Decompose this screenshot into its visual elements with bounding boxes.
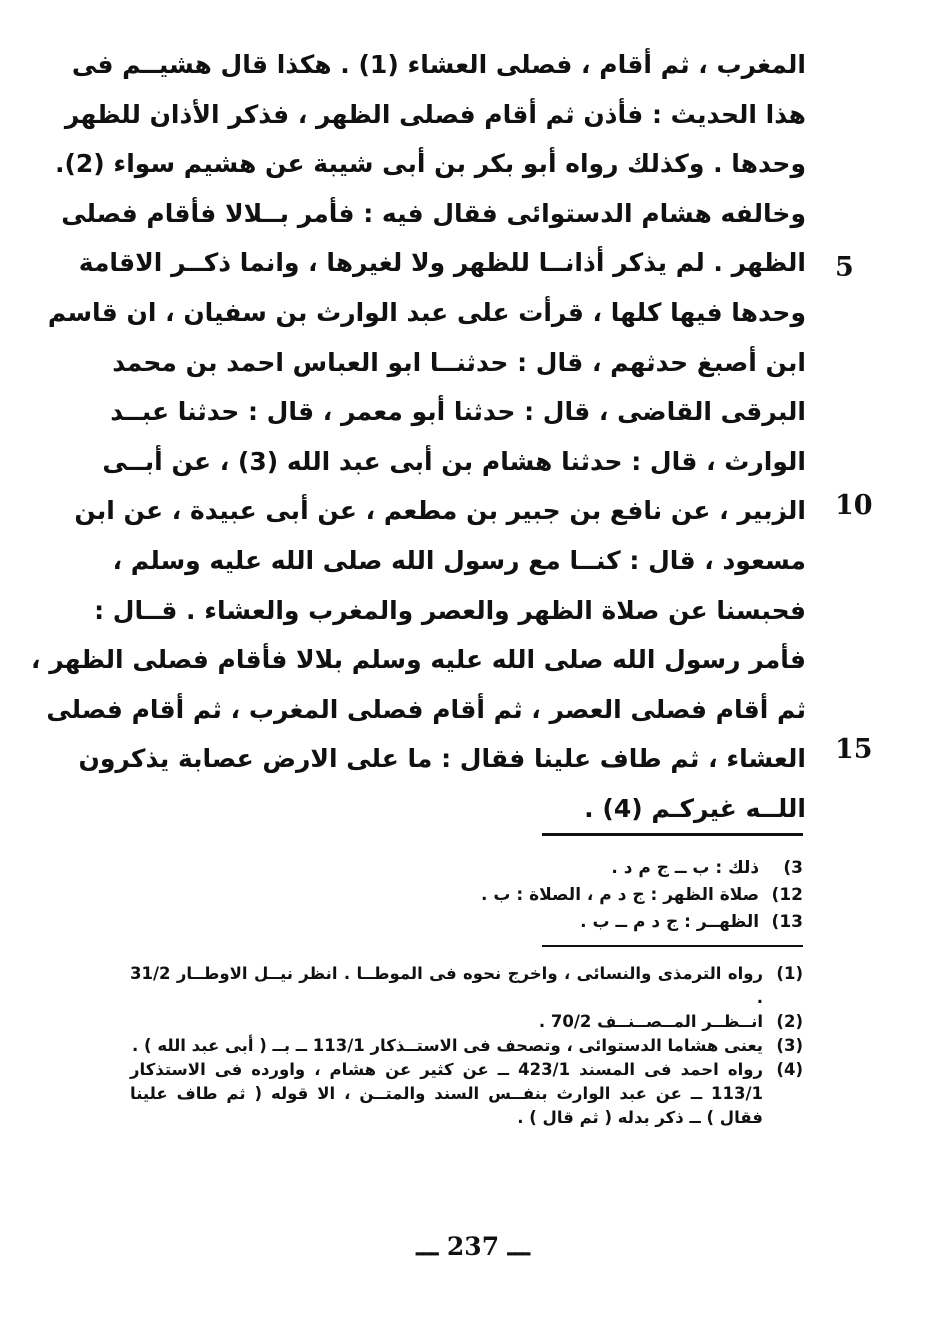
text-line: الزبير ، عن نافع بن جبير بن مطعم ، عن أبى عبيدة ، عن ابن	[74, 496, 806, 526]
line-number-5: 5	[835, 252, 854, 283]
footnotes	[130, 962, 803, 1130]
text-line: ابن أصبغ حدثهم ، قال : حدثنــا ابو العباس احمد بن محمد	[112, 347, 806, 377]
variant-reading	[330, 909, 803, 936]
apparatus-divider	[542, 833, 803, 836]
line-number-15: 15	[835, 734, 873, 765]
variant-reading	[330, 882, 803, 909]
footnote-number: (3)	[776, 1036, 803, 1055]
text-line: البرقى القاضى ، قال : حدثنا أبو معمر ، قال : حدثنا عبــد	[110, 397, 806, 427]
variant-line-number: 13)	[771, 912, 803, 932]
footnote	[130, 1058, 803, 1130]
line-number-10: 10	[835, 490, 873, 521]
footnote-text: رواه احمد فى المسند 423/1 ــ عن كثير عن هشام ، واورده فى الاستذكار 113/1 ــ عن عبد الوارث بنفــس السند والمتــن ، الا قوله ( ثم طاف علينا فقال ) ــ ذكر بدله ( ثم قال ) .	[130, 1060, 763, 1127]
text-line: فأمر رسول الله صلى الله عليه وسلم بلالا فأقام فصلى الظهر ،	[31, 645, 806, 675]
variant-text: صلاة الظهر : ج د م ، الصلاة : ب .	[481, 885, 760, 905]
text-line: مسعود ، قال : كنــا مع رسول الله صلى الله عليه وسلم ،	[112, 545, 806, 575]
text-line: الظهر . لم يذكر أذانــا للظهر ولا لغيرها ، وانما ذكــر الاقامة	[78, 248, 806, 278]
text-line: وخالفه هشام الدستوائى فقال فيه : فأمر بــلالا فأقام فصلى	[61, 198, 806, 228]
text-line: فحبسنا عن صلاة الظهر والعصر والمغرب والعشاء . قــال :	[94, 595, 806, 625]
footnote-divider	[542, 945, 803, 947]
footnote-number: (4)	[776, 1060, 803, 1079]
footnote	[130, 1034, 803, 1058]
footnote-text: انــظــر المــصــنــف 70/2 .	[538, 1012, 763, 1031]
text-line: وحدها . وكذلك رواه أبو بكر بن أبى شيبة عن هشيم سواء (2).	[54, 149, 806, 179]
footnote-text: رواه الترمذى والنسائى ، واخرج نحوه فى الموطــا . انظر نيــل الاوطــار 31/2 .	[130, 964, 763, 1007]
text-line: اللــه غيركـم (4) .	[584, 793, 806, 823]
variant-text: الظهــر : ج د م ــ ب .	[580, 912, 760, 932]
footnote	[130, 962, 803, 1010]
text-line: وحدها فيها كلها ، قرأت على عبد الوارث بن سفيان ، ان قاسم	[47, 297, 806, 327]
page-number: ـــ 237 ـــ	[416, 1232, 530, 1261]
variant-readings	[330, 855, 803, 936]
variant-line-number: 12)	[771, 885, 803, 905]
footnote-number: (1)	[776, 964, 803, 983]
main-text	[31, 40, 806, 834]
variant-text: ذلك : ب ــ ج م د .	[611, 858, 760, 878]
footnote	[130, 1010, 803, 1034]
variant-reading	[330, 855, 803, 882]
text-line: ثم أقام فصلى العصر ، ثم أقام فصلى المغرب ، ثم أقام فصلى	[46, 694, 806, 724]
text-line: العشاء ، ثم طاف علينا فقال : ما على الارض عصابة يذكرون	[78, 744, 806, 774]
footnote-number: (2)	[776, 1012, 803, 1031]
footnote-text: يعنى هشاما الدستوائى ، وتصحف فى الاستــذكار 113/1 ــ بــ ( أبى عبد الله ) .	[132, 1036, 763, 1055]
text-line: هذا الحديث : فأذن ثم أقام فصلى الظهر ، فذكر الأذان للظهر	[64, 99, 806, 129]
text-line: المغرب ، ثم أقام ، فصلى العشاء (1) . هكذا قال هشيــم فى	[71, 50, 806, 79]
text-line: الوارث ، قال : حدثنا هشام بن أبى عبد الله (3) ، عن أبــى	[102, 446, 806, 476]
variant-line-number: 3)	[783, 858, 803, 878]
